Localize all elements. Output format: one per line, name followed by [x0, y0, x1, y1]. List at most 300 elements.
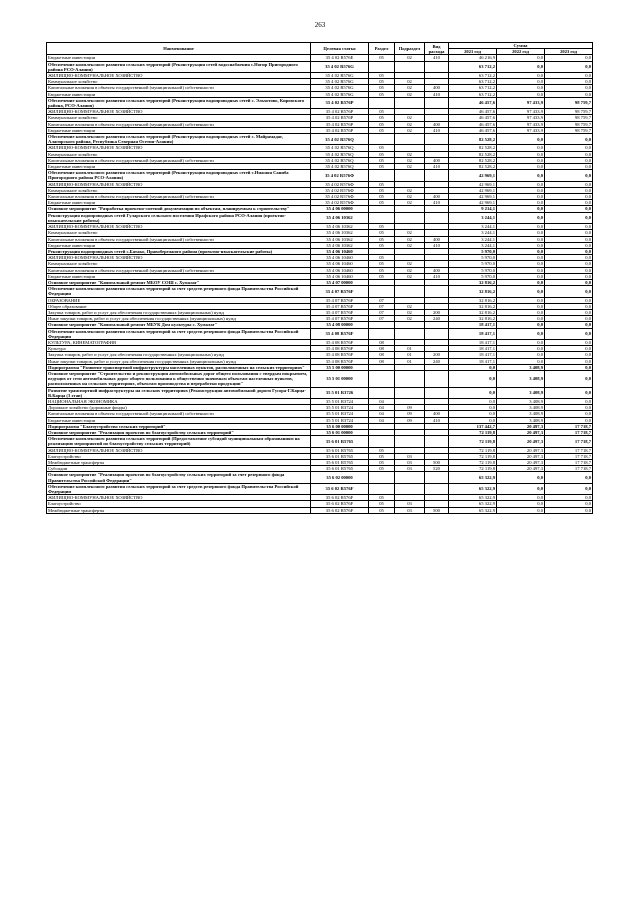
- cell-target-article: 35 4 02 R576Q: [311, 151, 369, 157]
- cell-subsection: [395, 61, 425, 72]
- cell-name: Межбюджетные трансферты: [47, 507, 311, 513]
- cell-sum-2021: 42 969,1: [449, 170, 497, 181]
- cell-section: 07: [369, 309, 395, 315]
- cell-sum-2022: 0,0: [497, 212, 545, 223]
- cell-name: Капитальные вложения в объекты государственной (муниципальной) собственности: [47, 85, 311, 91]
- cell-section: 04: [369, 405, 395, 411]
- cell-sum-2021: 82 528,2: [449, 134, 497, 145]
- cell-sum-2022: 0,0: [497, 286, 545, 297]
- cell-name: Капитальные вложения в объекты государственной (муниципальной) собственности: [47, 236, 311, 242]
- cell-sum-2023: 0,0: [545, 230, 593, 236]
- cell-subsection: 02: [395, 85, 425, 91]
- table-row: [47, 436, 593, 447]
- cell-sum-2021: 42 969,1: [449, 194, 497, 200]
- cell-name: Общее образование: [47, 303, 311, 309]
- cell-sum-2023: 0,0: [545, 242, 593, 248]
- cell-target-article: 35 4 07 R576F: [311, 303, 369, 309]
- cell-subsection: [395, 436, 425, 447]
- cell-name: ЖИЛИЩНО-КОММУНАЛЬНОЕ ХОЗЯЙСТВО: [47, 109, 311, 115]
- cell-sum-2021: 32 816,2: [449, 303, 497, 309]
- cell-subsection: 02: [395, 91, 425, 97]
- cell-section: 05: [369, 200, 395, 206]
- cell-target-article: 35 6 02 R576F: [311, 495, 369, 501]
- cell-sum-2023: 0,0: [545, 328, 593, 339]
- cell-sum-2023: 0,0: [545, 364, 593, 370]
- cell-name: Реконструкция водопроводных сетей Гуларского сельского поселения Ирафского района РСО-Алания (проектно-изыскательские работы): [47, 212, 311, 223]
- cell-sum-2023: 17 718,7: [545, 447, 593, 453]
- cell-name: Коммунальное хозяйство: [47, 115, 311, 121]
- cell-target-article: 35 4 02 R576G: [311, 85, 369, 91]
- cell-target-article: 35 4 06 10362: [311, 224, 369, 230]
- cell-section: [369, 170, 395, 181]
- cell-section: 05: [369, 73, 395, 79]
- cell-expense-type: 400: [425, 267, 449, 273]
- cell-expense-type: 500: [425, 460, 449, 466]
- cell-sum-2022: 0,0: [497, 55, 545, 61]
- cell-expense-type: 410: [425, 55, 449, 61]
- cell-sum-2021: 0,0: [449, 364, 497, 370]
- cell-sum-2021: 46 457,6: [449, 115, 497, 121]
- cell-section: 05: [369, 181, 395, 187]
- cell-section: [369, 212, 395, 223]
- cell-sum-2021: 46 457,6: [449, 97, 497, 108]
- cell-target-article: 35 4 02 R576Q: [311, 134, 369, 145]
- cell-name: Капитальные вложения в объекты государственной (муниципальной) собственности: [47, 121, 311, 127]
- cell-sum-2023: 0,0: [545, 309, 593, 315]
- cell-subsection: 02: [395, 55, 425, 61]
- cell-sum-2023: 0,0: [545, 212, 593, 223]
- cell-sum-2021: 72 119,8: [449, 453, 497, 459]
- cell-subsection: 02: [395, 79, 425, 85]
- cell-sum-2023: 0,0: [545, 170, 593, 181]
- cell-name: ЖИЛИЩНО-КОММУНАЛЬНОЕ ХОЗЯЙСТВО: [47, 495, 311, 501]
- cell-target-article: 35 4 06 10460: [311, 267, 369, 273]
- cell-expense-type: 400: [425, 236, 449, 242]
- cell-name: Основное мероприятие "Строительство и реконструкция автомобильных дорог общего пользования с твердым покрытием, ведущих от сети автомобильных дорог общего пользования к общественно значимым объектам населенных пунктов, расположенных на сельских территориях, объектам производства и переработки продукции": [47, 370, 311, 387]
- table-row: [47, 61, 593, 72]
- cell-section: 05: [369, 255, 395, 261]
- cell-expense-type: 410: [425, 91, 449, 97]
- cell-expense-type: [425, 134, 449, 145]
- cell-name: Коммунальное хозяйство: [47, 187, 311, 193]
- cell-sum-2023: 98 759,7: [545, 121, 593, 127]
- cell-sum-2022: 97 433,9: [497, 109, 545, 115]
- cell-sum-2022: 0,0: [497, 495, 545, 501]
- cell-target-article: 35 4 07 00000: [311, 279, 369, 285]
- cell-sum-2023: 0,0: [545, 85, 593, 91]
- table-row: [47, 507, 593, 513]
- header-name: Наименование: [47, 43, 311, 55]
- cell-name: ЖИЛИЩНО-КОММУНАЛЬНОЕ ХОЗЯЙСТВО: [47, 224, 311, 230]
- cell-target-article: 35 6 01 R5765: [311, 460, 369, 466]
- cell-sum-2022: 0,0: [497, 187, 545, 193]
- cell-sum-2022: 0,0: [497, 61, 545, 72]
- cell-target-article: 35 4 02 R576P: [311, 109, 369, 115]
- cell-target-article: 35 5 01 R3724: [311, 411, 369, 417]
- cell-subsection: 02: [395, 164, 425, 170]
- cell-expense-type: [425, 370, 449, 387]
- cell-section: [369, 436, 395, 447]
- cell-subsection: 03: [395, 466, 425, 472]
- cell-name: Бюджетные инвестиции: [47, 91, 311, 97]
- cell-name: Реконструкция водопроводных сетей с.Батако, Правобережного района (проектно-изыскательские работы): [47, 248, 311, 254]
- cell-sum-2023: 0,0: [545, 206, 593, 212]
- cell-section: 05: [369, 466, 395, 472]
- cell-name: Субсидии: [47, 466, 311, 472]
- cell-section: 05: [369, 507, 395, 513]
- cell-section: 05: [369, 453, 395, 459]
- table-row: [47, 212, 593, 223]
- cell-sum-2023: 0,0: [545, 405, 593, 411]
- cell-target-article: 35 6 01 R5765: [311, 447, 369, 453]
- cell-target-article: 35 5 00 00000: [311, 364, 369, 370]
- cell-section: 08: [369, 358, 395, 364]
- cell-name: ЖИЛИЩНО-КОММУНАЛЬНОЕ ХОЗЯЙСТВО: [47, 181, 311, 187]
- cell-sum-2023: 0,0: [545, 358, 593, 364]
- cell-sum-2021: 32 816,2: [449, 309, 497, 315]
- cell-sum-2023: 0,0: [545, 157, 593, 163]
- cell-subsection: [395, 387, 425, 398]
- cell-expense-type: [425, 483, 449, 494]
- cell-sum-2022: 0,0: [497, 322, 545, 328]
- cell-target-article: 35 5 01 R3724: [311, 398, 369, 404]
- table-row: [47, 328, 593, 339]
- cell-subsection: 02: [395, 157, 425, 163]
- cell-name: ЖИЛИЩНО-КОММУНАЛЬНОЕ ХОЗЯЙСТВО: [47, 255, 311, 261]
- cell-sum-2022: 0,0: [497, 472, 545, 483]
- header-expense-type: Вид расхода: [425, 43, 449, 55]
- cell-sum-2023: 17 718,7: [545, 460, 593, 466]
- cell-sum-2022: 0,0: [497, 279, 545, 285]
- cell-name: Обеспечение комплексного развития сельских территорий за счет средств резервного фонда Правительства Российской Федерации: [47, 286, 311, 297]
- cell-section: [369, 61, 395, 72]
- cell-name: Обеспечение комплексного развития сельских территорий (Реконструкция сетей водоснабжения с.Ногир Пригородного района РСО-Алания): [47, 61, 311, 72]
- cell-name: Бюджетные инвестиции: [47, 200, 311, 206]
- cell-sum-2021: 18 417,1: [449, 352, 497, 358]
- cell-section: 05: [369, 164, 395, 170]
- cell-section: [369, 370, 395, 387]
- cell-sum-2023: 0,0: [545, 236, 593, 242]
- cell-name: Коммунальное хозяйство: [47, 151, 311, 157]
- cell-subsection: 02: [395, 200, 425, 206]
- cell-sum-2021: 72 119,8: [449, 436, 497, 447]
- cell-subsection: 02: [395, 303, 425, 309]
- cell-target-article: 35 4 06 10362: [311, 230, 369, 236]
- cell-sum-2022: 0,0: [497, 85, 545, 91]
- cell-sum-2023: 0,0: [545, 224, 593, 230]
- cell-target-article: 35 4 06 10362: [311, 212, 369, 223]
- cell-subsection: 02: [395, 187, 425, 193]
- cell-sum-2021: 63 712,2: [449, 79, 497, 85]
- cell-name: Капитальные вложения в объекты государственной (муниципальной) собственности: [47, 194, 311, 200]
- cell-section: 05: [369, 109, 395, 115]
- cell-sum-2022: 0,0: [497, 309, 545, 315]
- cell-name: Закупка товаров, работ и услуг для обеспечения государственных (муниципальных) нужд: [47, 352, 311, 358]
- cell-target-article: 35 4 02 R576Ф: [311, 170, 369, 181]
- cell-sum-2021: 46 216,9: [449, 55, 497, 61]
- cell-name: Межбюджетные трансферты: [47, 460, 311, 466]
- cell-subsection: [395, 286, 425, 297]
- cell-sum-2021: 18 417,1: [449, 328, 497, 339]
- cell-name: Развитие транспортной инфраструктуры на сельских территориях (Реконструкция автомобильной дороги Гусора-Г.Карца-В.Карца (3 этап): [47, 387, 311, 398]
- cell-sum-2021: 32 816,2: [449, 286, 497, 297]
- cell-target-article: 35 4 06 10460: [311, 261, 369, 267]
- cell-sum-2023: 0,0: [545, 297, 593, 303]
- cell-sum-2023: 0,0: [545, 316, 593, 322]
- cell-section: 05: [369, 115, 395, 121]
- cell-target-article: 35 4 07 R576F: [311, 316, 369, 322]
- cell-target-article: 35 4 02 R576G: [311, 79, 369, 85]
- cell-target-article: 35 4 06 10362: [311, 242, 369, 248]
- cell-name: Основное мероприятие "Капитальный ремонт МБУК Дом культуры с. Хумалаг": [47, 322, 311, 328]
- cell-target-article: 35 4 07 R576F: [311, 297, 369, 303]
- cell-sum-2023: 0,0: [545, 472, 593, 483]
- cell-section: 05: [369, 447, 395, 453]
- cell-section: 05: [369, 91, 395, 97]
- cell-section: 05: [369, 236, 395, 242]
- cell-sum-2021: 5 970,0: [449, 261, 497, 267]
- cell-subsection: 01: [395, 358, 425, 364]
- cell-expense-type: 410: [425, 242, 449, 248]
- cell-subsection: 02: [395, 273, 425, 279]
- cell-expense-type: 400: [425, 194, 449, 200]
- cell-subsection: 02: [395, 267, 425, 273]
- cell-sum-2023: 0,0: [545, 91, 593, 97]
- cell-target-article: 35 4 08 R576F: [311, 339, 369, 345]
- cell-expense-type: 400: [425, 157, 449, 163]
- header-target-article: Целевая статья: [311, 43, 369, 55]
- cell-name: Благоустройство: [47, 453, 311, 459]
- cell-sum-2022: 20 497,3: [497, 430, 545, 436]
- cell-subsection: 02: [395, 115, 425, 121]
- table-body: [47, 55, 593, 513]
- cell-target-article: 35 4 02 R576Q: [311, 145, 369, 151]
- cell-section: 05: [369, 267, 395, 273]
- cell-expense-type: [425, 170, 449, 181]
- cell-sum-2023: 0,0: [545, 273, 593, 279]
- cell-sum-2023: 0,0: [545, 267, 593, 273]
- cell-target-article: 35 4 02 R576Q: [311, 157, 369, 163]
- cell-sum-2023: 0,0: [545, 73, 593, 79]
- cell-target-article: 35 4 08 R576F: [311, 352, 369, 358]
- cell-sum-2023: 0,0: [545, 61, 593, 72]
- cell-sum-2023: 17 718,7: [545, 436, 593, 447]
- cell-subsection: 09: [395, 417, 425, 423]
- cell-target-article: 35 4 08 R576F: [311, 358, 369, 364]
- cell-target-article: 35 6 02 R576F: [311, 501, 369, 507]
- cell-target-article: 35 4 02 R576P: [311, 97, 369, 108]
- cell-name: Обеспечение комплексного развития сельских территорий (Реконструкция водопроводных сетей с.Нижняя Саниба Пригородного района РСО-Алания): [47, 170, 311, 181]
- cell-sum-2022: 0,0: [497, 501, 545, 507]
- cell-expense-type: 400: [425, 411, 449, 417]
- cell-sum-2022: 0,0: [497, 358, 545, 364]
- cell-sum-2022: 97 433,9: [497, 121, 545, 127]
- cell-sum-2022: 3 408,9: [497, 364, 545, 370]
- cell-name: Бюджетные инвестиции: [47, 127, 311, 133]
- cell-sum-2023: 0,0: [545, 303, 593, 309]
- cell-sum-2021: 82 528,2: [449, 164, 497, 170]
- cell-sum-2023: 0,0: [545, 200, 593, 206]
- cell-subsection: 02: [395, 151, 425, 157]
- cell-sum-2023: 0,0: [545, 339, 593, 345]
- cell-sum-2023: 17 718,7: [545, 453, 593, 459]
- cell-sum-2023: 98 759,7: [545, 109, 593, 115]
- cell-sum-2022: 97 433,9: [497, 97, 545, 108]
- cell-section: 04: [369, 398, 395, 404]
- cell-subsection: 03: [395, 453, 425, 459]
- cell-target-article: 35 5 01 R3724: [311, 405, 369, 411]
- cell-sum-2022: 0,0: [497, 164, 545, 170]
- cell-sum-2021: 0,0: [449, 417, 497, 423]
- cell-subsection: 02: [395, 309, 425, 315]
- header-year-2023: 2023 год: [545, 49, 593, 55]
- cell-name: ЖИЛИЩНО-КОММУНАЛЬНОЕ ХОЗЯЙСТВО: [47, 145, 311, 151]
- cell-target-article: 35 4 06 00000: [311, 206, 369, 212]
- cell-name: Подпрограмма "Благоустройство сельских территорий": [47, 423, 311, 429]
- cell-name: Коммунальное хозяйство: [47, 261, 311, 267]
- cell-sum-2022: 97 433,9: [497, 127, 545, 133]
- cell-subsection: 02: [395, 236, 425, 242]
- cell-target-article: 35 4 08 R576F: [311, 346, 369, 352]
- table-row: [47, 97, 593, 108]
- cell-name: Бюджетные инвестиции: [47, 242, 311, 248]
- cell-sum-2023: 0,0: [545, 261, 593, 267]
- cell-sum-2022: 3 408,9: [497, 387, 545, 398]
- cell-sum-2023: 0,0: [545, 181, 593, 187]
- table-row: [47, 286, 593, 297]
- cell-target-article: 35 5 01 R3724: [311, 417, 369, 423]
- cell-subsection: 02: [395, 242, 425, 248]
- cell-sum-2021: 18 417,1: [449, 358, 497, 364]
- cell-sum-2021: 0,0: [449, 387, 497, 398]
- cell-sum-2022: 20 497,3: [497, 460, 545, 466]
- cell-section: 05: [369, 145, 395, 151]
- cell-sum-2021: 5 970,0: [449, 255, 497, 261]
- cell-target-article: 35 4 02 R576P: [311, 127, 369, 133]
- cell-target-article: 35 6 01 R5765: [311, 453, 369, 459]
- table-row: [47, 370, 593, 387]
- cell-name: Коммунальное хозяйство: [47, 230, 311, 236]
- cell-sum-2022: 20 497,3: [497, 466, 545, 472]
- table-row: [47, 170, 593, 181]
- cell-subsection: 02: [395, 121, 425, 127]
- cell-section: [369, 472, 395, 483]
- cell-section: 07: [369, 303, 395, 309]
- cell-subsection: [395, 97, 425, 108]
- cell-sum-2021: 32 816,2: [449, 316, 497, 322]
- cell-sum-2021: 72 119,8: [449, 447, 497, 453]
- cell-subsection: [395, 483, 425, 494]
- cell-target-article: 35 4 06 10460: [311, 273, 369, 279]
- cell-sum-2021: 18 417,1: [449, 339, 497, 345]
- cell-target-article: 35 4 02 R576E: [311, 55, 369, 61]
- cell-section: 05: [369, 460, 395, 466]
- cell-target-article: 35 4 08 00000: [311, 322, 369, 328]
- cell-sum-2022: 3 408,9: [497, 411, 545, 417]
- cell-sum-2022: 0,0: [497, 273, 545, 279]
- cell-sum-2022: 0,0: [497, 91, 545, 97]
- cell-expense-type: 520: [425, 466, 449, 472]
- cell-target-article: 35 4 02 R576Ф: [311, 200, 369, 206]
- cell-sum-2021: 3 244,1: [449, 224, 497, 230]
- cell-sum-2021: 3 244,1: [449, 236, 497, 242]
- cell-sum-2021: 32 816,2: [449, 297, 497, 303]
- cell-sum-2022: 0,0: [497, 303, 545, 309]
- cell-sum-2021: 63 712,2: [449, 73, 497, 79]
- cell-sum-2021: 63 712,2: [449, 91, 497, 97]
- cell-sum-2021: 3 244,1: [449, 242, 497, 248]
- cell-target-article: 35 4 02 R576G: [311, 91, 369, 97]
- cell-section: 08: [369, 346, 395, 352]
- cell-name: НАЦИОНАЛЬНАЯ ЭКОНОМИКА: [47, 398, 311, 404]
- cell-sum-2023: 0,0: [545, 255, 593, 261]
- cell-sum-2022: 0,0: [497, 297, 545, 303]
- cell-name: Иные закупки товаров, работ и услуг для обеспечения государственных (муниципальных) нужд: [47, 358, 311, 364]
- cell-expense-type: 240: [425, 358, 449, 364]
- cell-name: Бюджетные инвестиции: [47, 164, 311, 170]
- cell-sum-2023: 0,0: [545, 194, 593, 200]
- cell-sum-2023: 0,0: [545, 187, 593, 193]
- cell-expense-type: [425, 286, 449, 297]
- cell-sum-2022: 0,0: [497, 206, 545, 212]
- cell-sum-2023: 17 718,7: [545, 430, 593, 436]
- cell-sum-2021: 18 417,1: [449, 346, 497, 352]
- cell-sum-2022: 20 497,3: [497, 436, 545, 447]
- cell-sum-2023: 0,0: [545, 79, 593, 85]
- header-section: Раздел: [369, 43, 395, 55]
- cell-sum-2022: 0,0: [497, 346, 545, 352]
- cell-sum-2021: 72 119,8: [449, 430, 497, 436]
- cell-section: [369, 134, 395, 145]
- cell-section: 05: [369, 242, 395, 248]
- table-row: [47, 387, 593, 398]
- cell-section: [369, 328, 395, 339]
- cell-sum-2022: 0,0: [497, 316, 545, 322]
- cell-sum-2021: 72 119,8: [449, 460, 497, 466]
- cell-sum-2022: 0,0: [497, 261, 545, 267]
- cell-name: Дорожное хозяйство (дорожные фонды): [47, 405, 311, 411]
- cell-sum-2023: 0,0: [545, 411, 593, 417]
- cell-sum-2022: 0,0: [497, 200, 545, 206]
- cell-sum-2021: 46 457,6: [449, 127, 497, 133]
- cell-sum-2022: 0,0: [497, 230, 545, 236]
- cell-name: Основное мероприятие "Разработка проектно-сметной документации по объектам, планируемым к строительству": [47, 206, 311, 212]
- cell-subsection: 09: [395, 405, 425, 411]
- cell-section: 05: [369, 501, 395, 507]
- cell-sum-2021: 5 970,0: [449, 273, 497, 279]
- cell-name: Обеспечение комплексного развития сельских территорий за счет средств резервного фонда Правительства Российской Федерации: [47, 483, 311, 494]
- cell-section: 05: [369, 224, 395, 230]
- cell-target-article: 35 4 02 R576Ф: [311, 181, 369, 187]
- cell-name: Коммунальное хозяйство: [47, 79, 311, 85]
- cell-name: Бюджетные инвестиции: [47, 417, 311, 423]
- cell-target-article: 35 4 08 R576F: [311, 328, 369, 339]
- cell-sum-2023: 0,0: [545, 417, 593, 423]
- cell-target-article: 35 5 01 00000: [311, 370, 369, 387]
- cell-subsection: [395, 212, 425, 223]
- cell-sum-2021: 82 528,2: [449, 145, 497, 151]
- cell-target-article: 35 4 07 R576F: [311, 286, 369, 297]
- cell-subsection: 02: [395, 261, 425, 267]
- table-row: [47, 472, 593, 483]
- cell-section: 05: [369, 127, 395, 133]
- cell-expense-type: [425, 436, 449, 447]
- cell-sum-2023: 0,0: [545, 398, 593, 404]
- cell-section: 07: [369, 316, 395, 322]
- cell-sum-2022: 20 497,3: [497, 423, 545, 429]
- cell-section: 05: [369, 157, 395, 163]
- cell-target-article: 35 5 01 R3726: [311, 387, 369, 398]
